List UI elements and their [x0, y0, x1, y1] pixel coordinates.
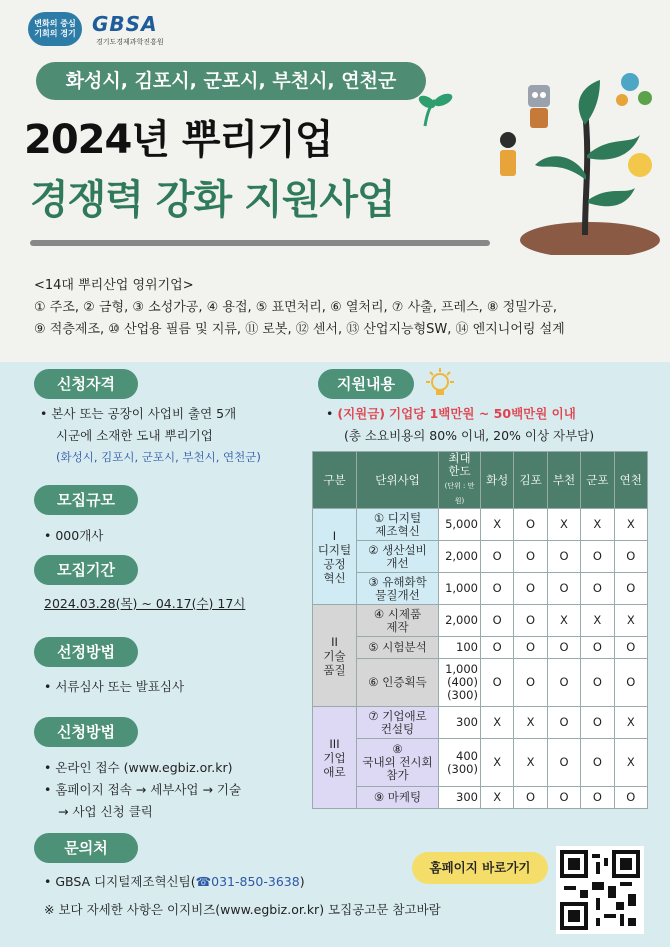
table-group-cell: II 기술 품질 — [313, 605, 357, 707]
table-region-cell: O — [514, 509, 547, 541]
table-region-cell: O — [481, 659, 514, 707]
table-region-cell: O — [481, 541, 514, 573]
table-region-cell: O — [581, 573, 614, 605]
table-region-cell: X — [614, 739, 647, 787]
table-region-cell: O — [581, 707, 614, 739]
table-project-cell: ① 디지털 제조혁신 — [357, 509, 439, 541]
contact-team: GBSA 디지털제조혁신팀( — [55, 874, 196, 889]
table-region-cell: O — [514, 605, 547, 637]
industry-heading: <14대 뿌리산업 영위기업> — [34, 278, 194, 293]
title-line1: 2024년 뿌리기업 — [24, 117, 333, 163]
scale-text: • 000개사 — [44, 528, 104, 543]
table-project-cell: ② 생산설비 개선 — [357, 541, 439, 573]
table-region-cell: O — [514, 573, 547, 605]
industry-list — [34, 275, 654, 341]
table-row — [313, 541, 648, 573]
table-project-cell: ③ 유해화학 물질개선 — [357, 573, 439, 605]
table-region-cell: X — [614, 707, 647, 739]
table-region-cell: O — [581, 787, 614, 809]
table-region-cell: X — [581, 509, 614, 541]
table-region-cell: O — [581, 659, 614, 707]
contact-label: 문의처 — [34, 833, 138, 863]
support-prefix: (지원금) — [337, 406, 386, 421]
table-region-cell: O — [514, 659, 547, 707]
th-max-limit — [439, 452, 481, 509]
table-limit-cell: 1,000 (400) (300) — [439, 659, 481, 707]
table-row — [313, 605, 648, 637]
selection-value: 서류심사 또는 발표심사 — [55, 679, 185, 694]
table-region-cell: X — [547, 509, 580, 541]
table-limit-cell: 2,000 — [439, 541, 481, 573]
table-region-cell: X — [481, 509, 514, 541]
logo: GBSA — [92, 12, 158, 36]
apply-text1: • 온라인 접수 (www.egbiz.or.kr) — [44, 760, 233, 775]
support-line2: (총 소요비용의 80% 이내, 20% 이상 자부담) — [344, 428, 595, 443]
divider — [30, 240, 490, 246]
table-limit-cell: 300 — [439, 787, 481, 809]
table-region-cell: O — [481, 637, 514, 659]
table-region-cell: O — [614, 541, 647, 573]
table-region-cell: O — [547, 739, 580, 787]
region-pill: 화성시, 김포시, 군포시, 부천시, 연천군 — [36, 62, 426, 100]
table-row — [313, 787, 648, 809]
contact-close-paren: ) — [299, 874, 305, 889]
th-max-limit-label: 최대 한도 — [448, 451, 471, 478]
homepage-button[interactable]: 홈페이지 바로가기 — [412, 852, 548, 884]
table-group-cell: I 디지털 공정 혁신 — [313, 509, 357, 605]
qr-code[interactable] — [556, 846, 644, 934]
table-region-cell: O — [514, 787, 547, 809]
table-region-cell: X — [481, 739, 514, 787]
table-region-cell: O — [614, 787, 647, 809]
table-region-cell: O — [547, 707, 580, 739]
sprout-icon — [415, 88, 455, 128]
table-row — [313, 659, 648, 707]
table-region-cell: O — [547, 637, 580, 659]
table-limit-cell: 400 (300) — [439, 739, 481, 787]
table-row — [313, 573, 648, 605]
table-limit-cell: 100 — [439, 637, 481, 659]
th-category: 구분 — [313, 452, 357, 509]
support-label: 지원내용 — [318, 369, 414, 399]
table-region-cell: O — [514, 541, 547, 573]
logo-subtitle: 경기도경제과학진흥원 — [96, 38, 164, 46]
apply-label: 신청방법 — [34, 717, 138, 747]
lightbulb-icon — [420, 366, 460, 400]
selection-text: • 서류심사 또는 발표심사 — [44, 679, 185, 694]
table-row — [313, 739, 648, 787]
table-region-cell: O — [481, 573, 514, 605]
table-region-cell: O — [581, 637, 614, 659]
table-row — [313, 637, 648, 659]
table-region-cell: O — [547, 659, 580, 707]
th-unit-project: 단위사업 — [357, 452, 439, 509]
selection-label: 선정방법 — [34, 637, 138, 667]
title-line2: 경쟁력 강화 지원사업 — [30, 177, 395, 223]
table-region-cell: X — [614, 509, 647, 541]
th-gunpo: 군포 — [581, 452, 614, 509]
table-region-cell: O — [481, 605, 514, 637]
table-region-cell: X — [481, 707, 514, 739]
table-region-cell: O — [614, 573, 647, 605]
table-region-cell: O — [547, 541, 580, 573]
eligibility-text2: 시군에 소재한 도내 뿌리기업 — [56, 428, 213, 443]
table-body — [313, 509, 648, 809]
contact-phone[interactable]: ☎031-850-3638 — [195, 874, 300, 889]
table-region-cell: O — [581, 739, 614, 787]
eligibility-label: 신청자격 — [34, 369, 138, 399]
apply-text2-value: 홈페이지 접속 → 세부사업 → 기술 — [55, 782, 242, 797]
table-project-cell: ⑧ 국내외 전시회 참가 — [357, 739, 439, 787]
table-row — [313, 509, 648, 541]
table-region-cell: X — [514, 707, 547, 739]
table-limit-cell: 1,000 — [439, 573, 481, 605]
table-group-cell: III 기업 애로 — [313, 707, 357, 809]
eligibility-text1-value: 본사 또는 공장이 사업비 출연 5개 — [51, 406, 237, 421]
industry-line1: ① 주조, ② 금형, ③ 소성가공, ④ 용접, ⑤ 표면처리, ⑥ 열처리, ⑦ 사출, 프레스, ⑧ 정밀가공, — [34, 300, 558, 315]
scale-value: 000개사 — [55, 528, 104, 543]
table-region-cell: O — [614, 637, 647, 659]
table-region-cell: O — [581, 541, 614, 573]
table-project-cell: ⑤ 시험분석 — [357, 637, 439, 659]
table-region-cell: X — [514, 739, 547, 787]
table-region-cell: O — [614, 659, 647, 707]
period-label: 모집기간 — [34, 555, 138, 585]
table-region-cell: O — [547, 573, 580, 605]
contact-text: • GBSA 디지털제조혁신팀(☎031-850-3638) — [44, 874, 305, 889]
industry-line2: ⑨ 적층제조, ⑩ 산업용 필름 및 지류, ⑪ 로봇, ⑫ 센서, ⑬ 산업지능형SW, ⑭ 엔지니어링 설계 — [34, 322, 565, 337]
th-yeoncheon: 연천 — [614, 452, 647, 509]
table-region-cell: O — [514, 637, 547, 659]
eligibility-text1: • 본사 또는 공장이 사업비 출연 5개 — [40, 406, 237, 421]
apply-text1-value: 온라인 접수 (www.egbiz.or.kr) — [55, 760, 233, 775]
table-header-row — [313, 452, 648, 509]
th-gimpo: 김포 — [514, 452, 547, 509]
table-limit-cell: 300 — [439, 707, 481, 739]
logo-badge: 변화의 중심 기회의 경기 — [28, 12, 82, 46]
apply-text2: • 홈페이지 접속 → 세부사업 → 기술 — [44, 782, 242, 797]
support-amount: 기업당 1백만원 ~ 50백만원 이내 — [389, 406, 576, 421]
table-limit-cell: 2,000 — [439, 605, 481, 637]
contact-note: ※ 보다 자세한 사항은 이지비즈(www.egbiz.or.kr) 모집공고문 참고바람 — [44, 902, 441, 917]
th-unit-note: (단위 : 만원) — [444, 482, 475, 505]
support-table — [312, 451, 648, 809]
table-region-cell: X — [547, 605, 580, 637]
th-bucheon: 부천 — [547, 452, 580, 509]
table-project-cell: ⑥ 인증획득 — [357, 659, 439, 707]
period-text: 2024.03.28(목) ~ 04.17(수) 17시 — [44, 596, 246, 611]
plant-illustration — [490, 70, 665, 255]
qr-code-pattern — [560, 850, 640, 930]
table-region-cell: X — [581, 605, 614, 637]
table-region-cell: X — [481, 787, 514, 809]
th-hwaseong: 화성 — [481, 452, 514, 509]
table-project-cell: ④ 시제품 제작 — [357, 605, 439, 637]
support-line1: • (지원금) 기업당 1백만원 ~ 50백만원 이내 — [326, 406, 576, 421]
table-project-cell: ⑨ 마케팅 — [357, 787, 439, 809]
table-region-cell: X — [614, 605, 647, 637]
table-project-cell: ⑦ 기업애로 컨설팅 — [357, 707, 439, 739]
table-row — [313, 707, 648, 739]
eligibility-sub: (화성시, 김포시, 군포시, 부천시, 연천군) — [56, 450, 261, 464]
table-limit-cell: 5,000 — [439, 509, 481, 541]
apply-text3: → 사업 신청 클릭 — [58, 804, 153, 819]
scale-label: 모집규모 — [34, 485, 138, 515]
table-region-cell: O — [547, 787, 580, 809]
